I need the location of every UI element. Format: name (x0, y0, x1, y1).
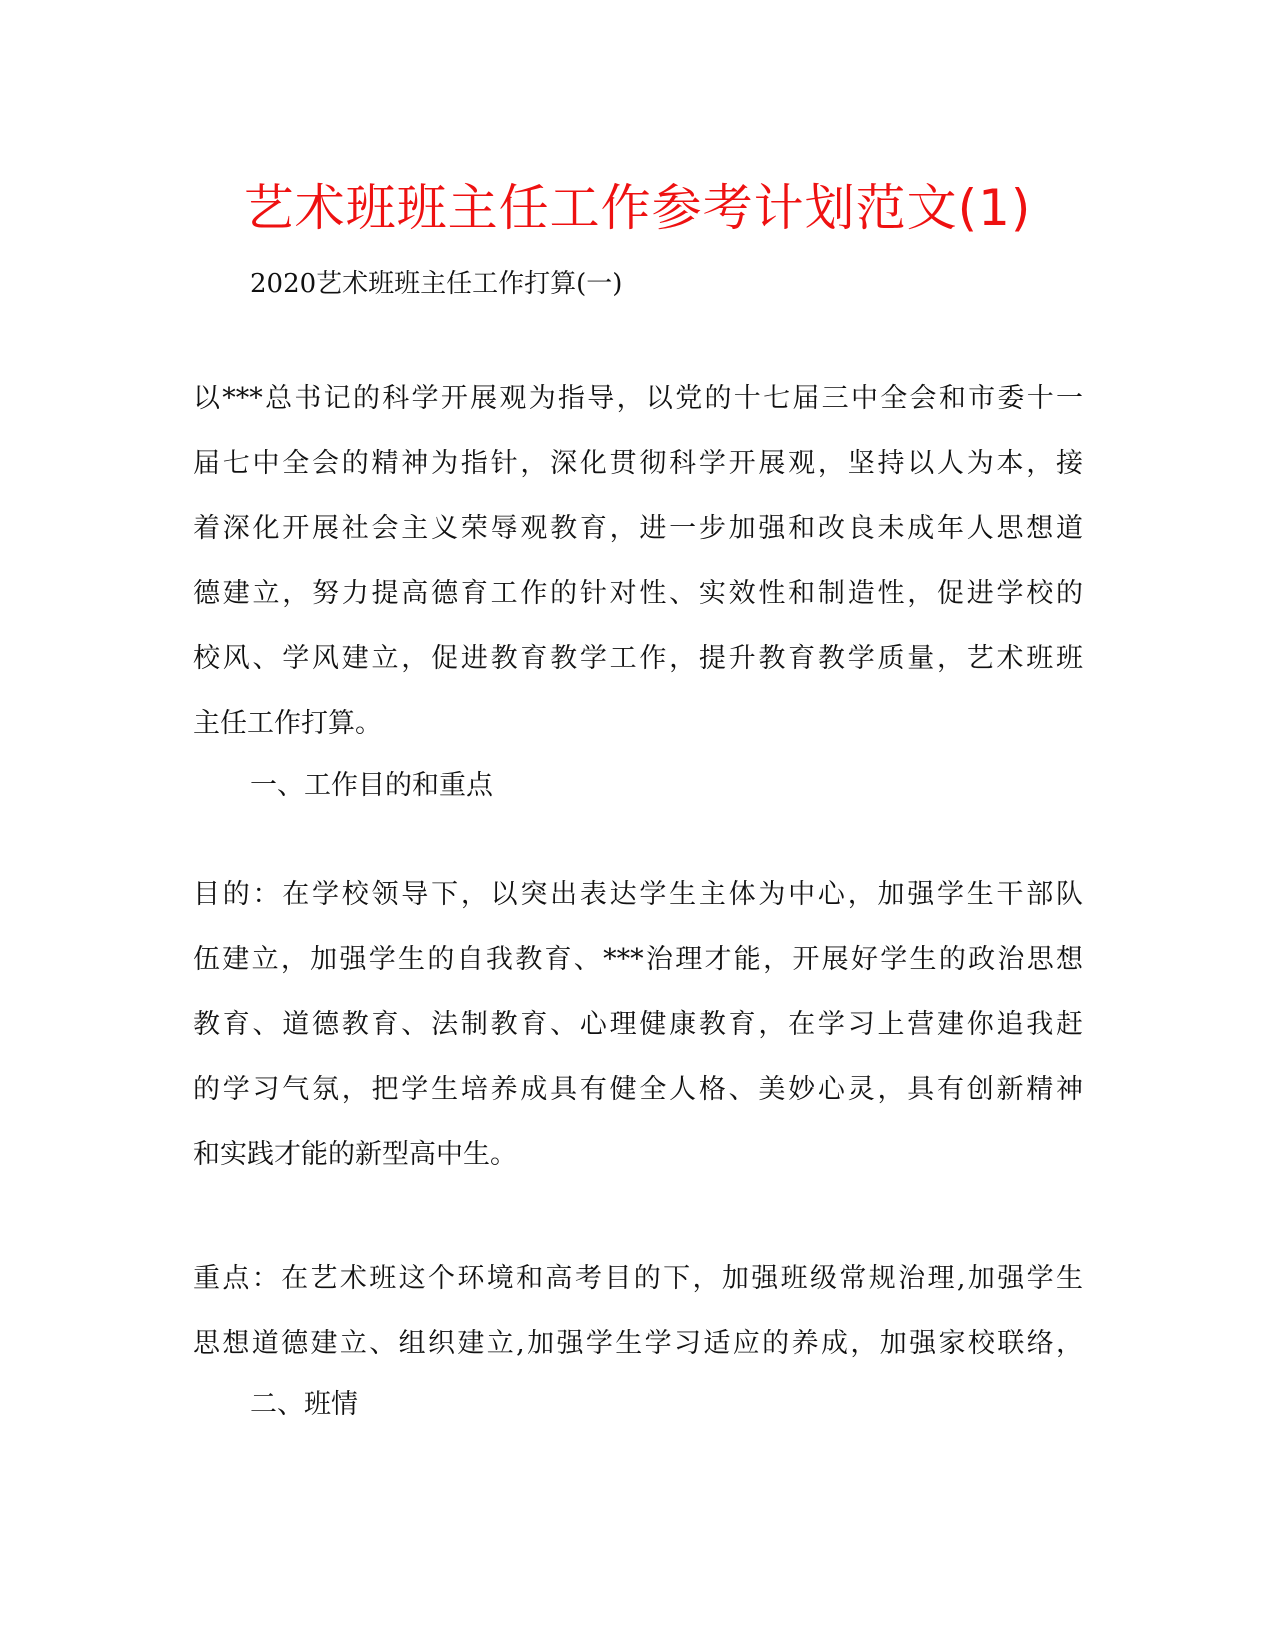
paragraph-line: 届七中全会的精神为指针，深化贯彻科学开展观，坚持以人为本，接 (193, 448, 1083, 479)
paragraph-line: 德建立，努力提高德育工作的针对性、实效性和制造性，促进学校的 (193, 578, 1083, 609)
paragraph-goals (193, 862, 1083, 1187)
section-heading-goals: 一、工作目的和重点 (250, 770, 493, 801)
paragraph-line: 教育、道德教育、法制教育、心理健康教育，在学习上营建你追我赶 (193, 1009, 1083, 1040)
paragraph-line: 伍建立，加强学生的自我教育、***治理才能，开展好学生的政治思想 (193, 944, 1083, 975)
paragraph-line: 和实践才能的新型高中生。 (193, 1139, 517, 1170)
paragraph-guiding-principles (193, 366, 1083, 756)
paragraph-line: 重点：在艺术班这个环境和高考目的下，加强班级常规治理,加强学生 (193, 1263, 1083, 1294)
paragraph-line: 目的：在学校领导下，以突出表达学生主体为中心，加强学生干部队 (193, 879, 1083, 910)
paragraph-line: 以***总书记的科学开展观为指导，以党的十七届三中全会和市委十一 (193, 383, 1083, 414)
document-title: 艺术班班主任工作参考计划范文(1) (243, 179, 1032, 237)
paragraph-line: 的学习气氛，把学生培养成具有健全人格、美妙心灵，具有创新精神 (193, 1074, 1083, 1105)
paragraph-line: 主任工作打算。 (193, 708, 382, 739)
paragraph-line: 着深化开展社会主义荣辱观教育，进一步加强和改良未成年人思想道 (193, 513, 1083, 544)
paragraph-line: 思想道德建立、组织建立,加强学生学习适应的养成，加强家校联络， (193, 1328, 1083, 1359)
paragraph-line: 校风、学风建立，促进教育教学工作，提升教育教学质量，艺术班班 (193, 643, 1083, 674)
document-subtitle: 2020艺术班班主任工作打算(一) (250, 269, 623, 299)
paragraph-focus (193, 1246, 1083, 1376)
section-heading-class-situation: 二、班情 (250, 1389, 358, 1420)
